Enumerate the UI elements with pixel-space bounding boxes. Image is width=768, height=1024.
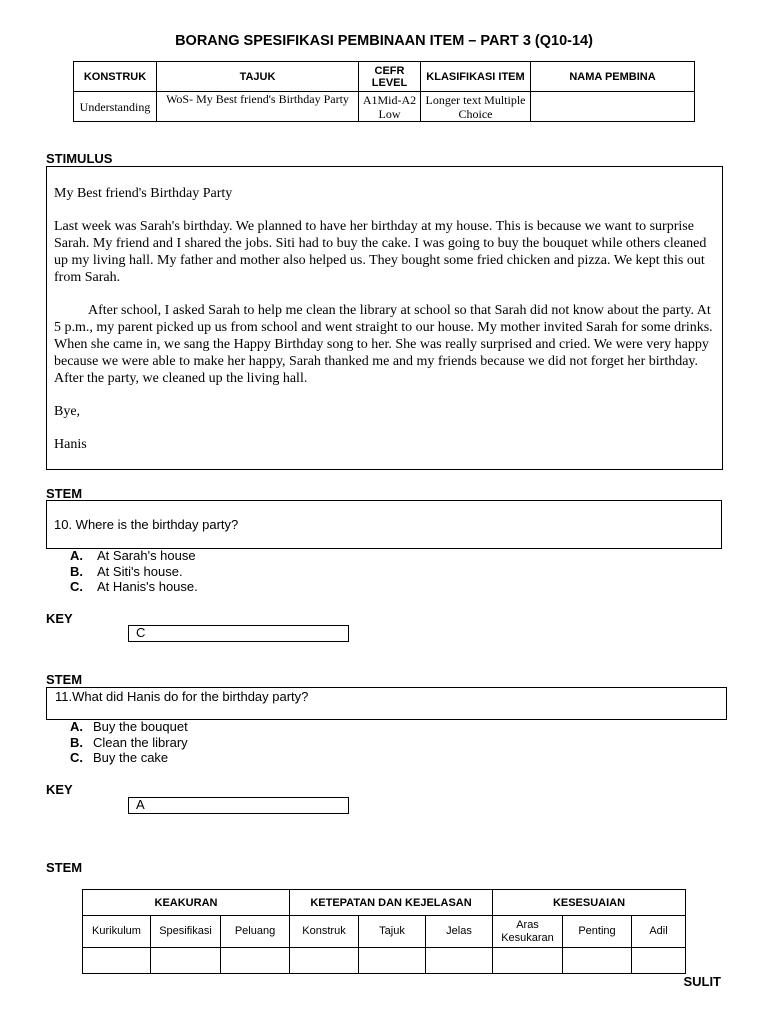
header-nama-pembina: NAMA PEMBINA: [531, 62, 695, 92]
score-cell-adil[interactable]: [632, 948, 686, 974]
q10-question: 10. Where is the birthday party?: [54, 517, 239, 532]
header-cefr-level: CEFR LEVEL: [359, 62, 421, 92]
criterion-kurikulum: Kurikulum: [83, 916, 151, 948]
q10-stem-label: STEM: [46, 486, 83, 501]
q11-key-box: [128, 797, 349, 814]
q11-key-value: A: [136, 797, 145, 812]
score-cell-tajuk[interactable]: [359, 948, 426, 974]
value-nama-pembina: [531, 92, 695, 122]
q10-option-b: [70, 564, 198, 580]
option-letter: C.: [70, 750, 83, 765]
criterion-peluang: Peluang: [221, 916, 290, 948]
header-klasifikasi-item: KLASIFIKASI ITEM: [421, 62, 531, 92]
option-text: Buy the bouquet: [93, 719, 188, 734]
q10-key-box: [128, 625, 349, 642]
q11-question: 11.What did Hanis do for the birthday party?: [55, 689, 309, 704]
option-text: At Sarah's house: [97, 548, 196, 563]
q10-key-label: KEY: [46, 611, 73, 626]
q11-options: [70, 719, 188, 766]
criterion-tajuk: Tajuk: [359, 916, 426, 948]
evaluation-table: [82, 889, 686, 974]
q11-key-label: KEY: [46, 782, 73, 797]
q11-stem-label: STEM: [46, 672, 83, 687]
q11-option-c: [70, 750, 188, 766]
criterion-konstruk: Konstruk: [290, 916, 359, 948]
header-tajuk: TAJUK: [157, 62, 359, 92]
q10-stem-box: [46, 500, 722, 549]
stimulus-signature: Hanis: [54, 437, 87, 452]
q10-key-value: C: [136, 625, 146, 640]
score-cell-jelas[interactable]: [426, 948, 493, 974]
option-letter: A.: [70, 548, 83, 563]
q10-option-a: [70, 548, 198, 564]
stimulus-paragraph-2: After school, I asked Sarah to help me clean the library at school so that Sarah did not know about the party. At 5 p.m., my parent picked up us from school and went straight to our house. My mother invited Sarah for some drinks. When she came in, we sang the Happy Birthday song to her. She was really surprised and cried. We were very happy because we were able to make her happy, Sarah thanked me and my friends because we did not forget her birthday. After the party, we cleaned up the living hall.: [54, 303, 713, 386]
classification-label: SULIT: [683, 974, 721, 989]
option-letter: B.: [70, 563, 83, 579]
option-letter: A.: [70, 719, 83, 734]
stimulus-title: My Best friend's Birthday Party: [54, 186, 233, 201]
q10-option-c: [70, 579, 198, 595]
group-keakuran: KEAKURAN: [83, 890, 290, 916]
q11-stem-box: [46, 687, 727, 720]
option-letter: B.: [70, 734, 83, 750]
item-spec-table: [73, 61, 695, 122]
score-cell-spesifikasi[interactable]: [151, 948, 221, 974]
criterion-penting: Penting: [563, 916, 632, 948]
score-cell-aras-kesukaran[interactable]: [493, 948, 563, 974]
score-cell-penting[interactable]: [563, 948, 632, 974]
q11-option-a: [70, 719, 188, 735]
criterion-jelas: Jelas: [426, 916, 493, 948]
evaluation-stem-label: STEM: [46, 860, 83, 875]
value-konstruk: Understanding: [74, 92, 157, 122]
q10-options: [70, 548, 198, 595]
q11-option-b: [70, 735, 188, 751]
value-tajuk: WoS- My Best friend's Birthday Party: [157, 92, 359, 122]
stimulus-closing: Bye,: [54, 404, 81, 419]
stimulus-paragraph-1: Last week was Sarah's birthday. We planned to have her birthday at my house. This is because we want to surprise Sarah. My friend and I shared the jobs. Siti had to buy the cake. I was going to buy the bouquet while others cleaned up my living hall. My father and mother also helped us. They bought some fried chicken and pizza. We kept this out from Sarah.: [54, 219, 707, 285]
option-text: Clean the library: [93, 734, 188, 750]
criterion-spesifikasi: Spesifikasi: [151, 916, 221, 948]
option-text: At Hanis's house.: [97, 579, 198, 594]
group-kesesuaian: KESESUAIAN: [493, 890, 686, 916]
criterion-aras-kesukaran: Aras Kesukaran: [493, 916, 563, 948]
option-letter: C.: [70, 579, 83, 594]
option-text: Buy the cake: [93, 750, 169, 765]
form-title: BORANG SPESIFIKASI PEMBINAAN ITEM – PART 3 (Q10-14): [175, 33, 593, 49]
score-cell-kurikulum[interactable]: [83, 948, 151, 974]
value-klasifikasi-item: Longer text Multiple Choice: [421, 92, 531, 122]
option-text: At Siti's house.: [97, 563, 183, 579]
stimulus-label: STIMULUS: [46, 151, 113, 166]
score-cell-peluang[interactable]: [221, 948, 290, 974]
header-konstruk: KONSTRUK: [74, 62, 157, 92]
stimulus-box: [46, 166, 723, 470]
value-cefr-level: A1Mid-A2 Low: [359, 92, 421, 122]
group-ketepatan-dan-kejelasan: KETEPATAN DAN KEJELASAN: [290, 890, 493, 916]
criterion-adil: Adil: [632, 916, 686, 948]
score-cell-konstruk[interactable]: [290, 948, 359, 974]
